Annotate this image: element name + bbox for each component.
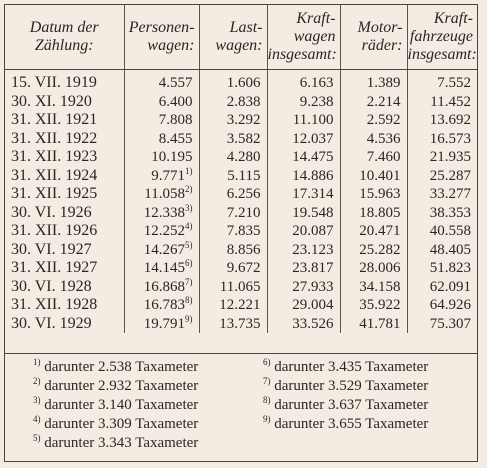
- header-date: Datum der Zählung:: [5, 5, 124, 70]
- cell-total: 25.287: [407, 167, 477, 186]
- cell-kw-total: 33.526: [267, 315, 340, 334]
- cell-total: 48.405: [407, 241, 477, 260]
- table-row: [5, 93, 477, 112]
- cell-date: 31. XII. 1928: [11, 296, 98, 313]
- cell-date: 30. VI. 1927: [11, 240, 92, 258]
- cell-pkw: 16.868$^{7)}$: [124, 278, 199, 297]
- header-lkw: Last- wagen:: [199, 5, 267, 70]
- cell-motor: 35.922: [340, 296, 407, 315]
- table-row: [5, 315, 477, 334]
- cell-total: 13.692: [407, 111, 477, 130]
- footnote-mark: 9): [263, 414, 271, 424]
- cell-pkw: 12.252$^{4)}$: [124, 222, 199, 241]
- footnote-text: darunter 3.435 Taxameter: [274, 359, 429, 375]
- cell-pkw: 19.791$^{9)}$: [124, 315, 199, 334]
- cell-kw-total: 23.123: [267, 241, 340, 260]
- cell-motor: 34.158: [340, 278, 407, 297]
- footnotes-left: [33, 358, 198, 453]
- header-kw-total: Kraft- wagen insgesamt:: [267, 5, 340, 70]
- table-row: [5, 278, 477, 297]
- cell-kw-total: 17.314: [267, 185, 340, 204]
- cell-kw-total: 29.004: [267, 296, 340, 315]
- cell-total: 40.558: [407, 222, 477, 241]
- footnote-item: [33, 415, 198, 434]
- cell-pkw: 14.267$^{5)}$: [124, 241, 199, 260]
- cell-total: 16.573: [407, 130, 477, 149]
- footnote-marker: 5): [185, 240, 193, 250]
- cell-pkw: 7.808: [124, 111, 199, 130]
- cell-total: 38.353: [407, 204, 477, 223]
- table-row: [5, 204, 477, 223]
- footnote-mark: 6): [263, 357, 271, 367]
- cell-pkw: 8.455: [124, 130, 199, 149]
- cell-total: 7.552: [407, 70, 477, 93]
- header-row: [5, 5, 477, 70]
- cell-pkw: 4.557: [124, 70, 199, 93]
- cell-date: 15. VII. 1919: [11, 74, 97, 91]
- footnote-marker: 8): [185, 296, 193, 305]
- cell-lkw: 12.221: [199, 296, 267, 315]
- footnote-text: darunter 3.343 Taxameter: [44, 435, 199, 451]
- cell-total: 64.926: [407, 296, 477, 315]
- cell-pkw: 16.783$^{8)}$: [124, 296, 199, 315]
- footnote-marker: 2): [185, 185, 193, 194]
- cell-pkw: 12.338$^{3)}$: [124, 204, 199, 223]
- cell-lkw: 9.672: [199, 259, 267, 278]
- cell-lkw: 6.256: [199, 185, 267, 204]
- cell-kw-total: 12.037: [267, 130, 340, 149]
- footnote-mark: 4): [33, 414, 41, 424]
- cell-motor: 20.471: [340, 222, 407, 241]
- cell-lkw: 3.582: [199, 130, 267, 149]
- cell-kw-total: 9.238: [267, 93, 340, 112]
- cell-date: 30. XI. 1920: [11, 92, 92, 110]
- cell-total: 51.823: [407, 259, 477, 278]
- footnote-item: [33, 358, 198, 377]
- footnote-mark: 5): [33, 433, 41, 443]
- cell-pkw: 11.058$^{2)}$: [124, 185, 199, 204]
- table-row: [5, 241, 477, 260]
- cell-kw-total: 14.886: [267, 167, 340, 186]
- footnote-text: darunter 2.538 Taxameter: [44, 359, 199, 375]
- footnote-mark: 2): [33, 376, 41, 386]
- footnote-text: darunter 3.655 Taxameter: [274, 416, 429, 432]
- cell-total: 62.091: [407, 278, 477, 297]
- cell-lkw: 7.210: [199, 204, 267, 223]
- cell-total: 21.935: [407, 148, 477, 167]
- table-row: [5, 130, 477, 149]
- footnote-item: [33, 396, 198, 415]
- cell-kw-total: 6.163: [267, 70, 340, 93]
- cell-date: 31. XII. 1922: [11, 129, 98, 147]
- cell-motor: 25.282: [340, 241, 407, 260]
- cell-pkw: 9.771$^{1)}$: [124, 167, 199, 186]
- cell-lkw: 11.065: [199, 278, 267, 297]
- footnote-text: darunter 3.140 Taxameter: [44, 397, 199, 413]
- header-total: Kraft- fahrzeuge insgesamt:: [407, 5, 477, 70]
- header-motor: Motor- räder:: [340, 5, 407, 70]
- cell-motor: 28.006: [340, 259, 407, 278]
- cell-motor: 2.214: [340, 93, 407, 112]
- cell-lkw: 8.856: [199, 241, 267, 260]
- footnotes: [5, 353, 477, 462]
- footnote-text: darunter 2.932 Taxameter: [44, 378, 199, 394]
- header-pkw: Personen- wagen:: [124, 5, 199, 70]
- cell-pkw: 10.195: [124, 148, 199, 167]
- table-row: [5, 167, 477, 186]
- cell-pkw: 14.145$^{6)}$: [124, 259, 199, 278]
- footnote-marker: 6): [185, 259, 193, 268]
- cell-lkw: 5.115: [199, 167, 267, 186]
- table-row: [5, 111, 477, 130]
- cell-lkw: 13.735: [199, 315, 267, 334]
- cell-total: 11.452: [407, 93, 477, 112]
- cell-date: 31. XII. 1926: [11, 222, 98, 239]
- footnote-text: darunter 3.529 Taxameter: [274, 378, 429, 394]
- cell-motor: 41.781: [340, 315, 407, 334]
- cell-kw-total: 27.933: [267, 278, 340, 297]
- cell-total: 33.277: [407, 185, 477, 204]
- table-row: [5, 148, 477, 167]
- table-row: [5, 185, 477, 204]
- footnote-item: [263, 415, 428, 434]
- cell-motor: 4.536: [340, 130, 407, 149]
- table-row: [5, 259, 477, 278]
- cell-kw-total: 14.475: [267, 148, 340, 167]
- table-row: [5, 296, 477, 315]
- cell-motor: 10.401: [340, 167, 407, 186]
- cell-total: 75.307: [407, 315, 477, 334]
- footnote-text: darunter 3.309 Taxameter: [44, 416, 199, 432]
- footnote-item: [263, 377, 428, 396]
- vehicle-statistics-table: [5, 5, 477, 333]
- cell-date: 31. XII. 1924: [11, 166, 98, 184]
- cell-kw-total: 19.548: [267, 204, 340, 223]
- footnote-marker: 3): [185, 203, 193, 213]
- cell-motor: 15.963: [340, 185, 407, 204]
- cell-lkw: 3.292: [199, 111, 267, 130]
- cell-lkw: 7.835: [199, 222, 267, 241]
- cell-motor: 1.389: [340, 70, 407, 93]
- cell-date: 30. VI. 1926: [11, 203, 92, 221]
- footnote-item: [263, 358, 428, 377]
- footnote-marker: 1): [185, 166, 193, 176]
- footnote-mark: 7): [263, 376, 271, 386]
- cell-motor: 18.805: [340, 204, 407, 223]
- footnote-mark: 1): [33, 357, 41, 367]
- cell-date: 30. VI. 1929: [11, 314, 92, 332]
- cell-kw-total: 20.087: [267, 222, 340, 241]
- footnotes-right: [263, 358, 428, 434]
- footnote-marker: 7): [185, 277, 193, 287]
- cell-motor: 7.460: [340, 148, 407, 167]
- cell-motor: 2.592: [340, 111, 407, 130]
- cell-lkw: 2.838: [199, 93, 267, 112]
- cell-lkw: 1.606: [199, 70, 267, 93]
- cell-date: 30. VI. 1928: [11, 277, 92, 295]
- footnote-mark: 8): [263, 395, 271, 405]
- cell-kw-total: 11.100: [267, 111, 340, 130]
- footnote-item: [33, 377, 198, 396]
- cell-date: 31. XII. 1925: [11, 185, 98, 202]
- footnote-mark: 3): [33, 395, 41, 405]
- cell-date: 31. XII. 1927: [11, 259, 98, 276]
- footnote-marker: 4): [185, 222, 193, 231]
- footnote-text: darunter 3.637 Taxameter: [274, 397, 429, 413]
- footnote-item: [263, 396, 428, 415]
- table-row: [5, 222, 477, 241]
- table-row: [5, 70, 477, 93]
- cell-kw-total: 23.817: [267, 259, 340, 278]
- cell-lkw: 4.280: [199, 148, 267, 167]
- footnote-marker: 9): [185, 314, 193, 324]
- cell-date: 31. XII. 1921: [11, 111, 98, 128]
- footnote-item: [33, 434, 198, 453]
- cell-date: 31. XII. 1923: [11, 148, 98, 165]
- cell-pkw: 6.400: [124, 93, 199, 112]
